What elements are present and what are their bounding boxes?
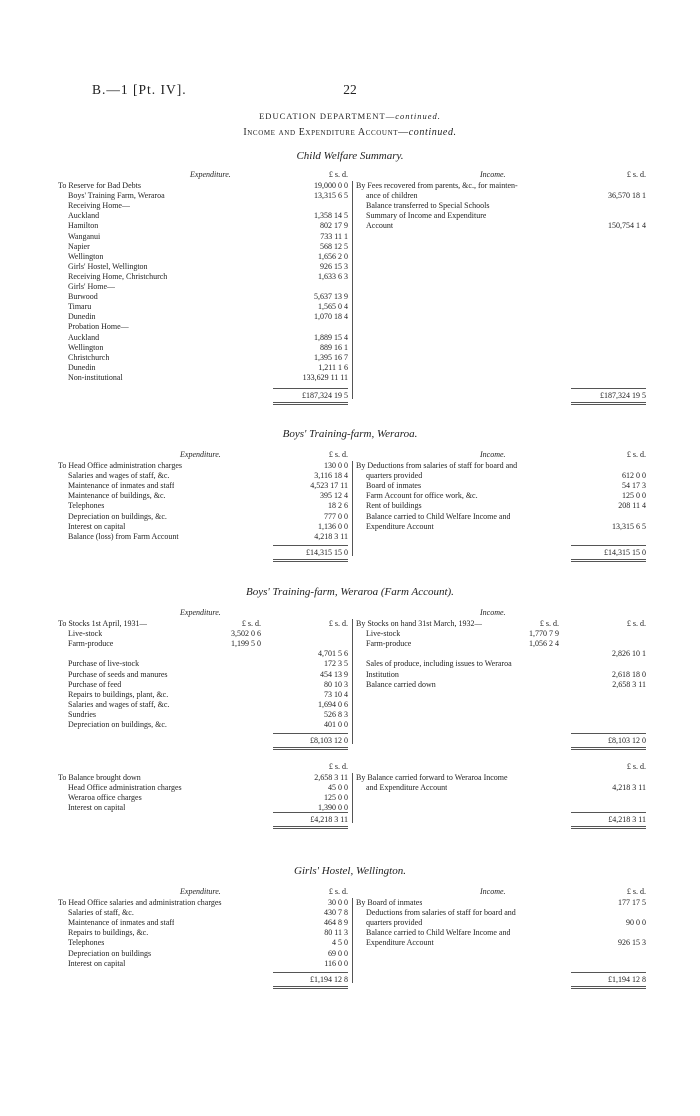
ledger-row (58, 252, 348, 262)
row-label: Christchurch (68, 352, 110, 362)
row-label: and Expenditure Account (366, 783, 448, 793)
row-label: Burwood (68, 292, 98, 302)
ledger-row (58, 272, 348, 282)
row-label: Salaries and wages of staff, &c. (68, 471, 170, 481)
ledger-row (58, 710, 348, 720)
ledger-row (58, 720, 348, 730)
ledger-row (356, 783, 646, 793)
sub-amount: 3,502 0 6 (231, 629, 261, 639)
expenditure-double-rule (273, 986, 348, 989)
row-label: Auckland (68, 211, 100, 221)
income-double-rule-2 (571, 826, 646, 829)
ledger-row (356, 512, 646, 522)
ledger-row (58, 221, 348, 231)
ledger-row (58, 532, 348, 542)
sub-amount: 1,199 5 0 (231, 639, 261, 649)
income-rule (571, 545, 646, 546)
income-double-rule (571, 986, 646, 989)
row-label: Balance (loss) from Farm Account (68, 531, 179, 541)
row-amount: 116 0 0 (324, 958, 348, 968)
income-total: £1,194 12 8 (608, 975, 646, 984)
row-label: ance of children (366, 191, 418, 201)
ledger-row (356, 898, 646, 908)
ledger-row (58, 680, 348, 690)
expenditure-double-rule-2 (273, 826, 348, 829)
ledger-row (58, 898, 348, 908)
expenditure-units: £ s. d. (328, 170, 348, 179)
row-label: Farm-produce (68, 639, 114, 649)
row-label: Boys' Training Farm, Weraroa (68, 191, 165, 201)
expenditure-units-2: £ s. d. (328, 762, 348, 771)
row-label: Balance carried to Child Welfare Income and (366, 511, 511, 521)
account-continued: continued. (408, 127, 457, 138)
row-amount: £ s. d. (328, 619, 348, 628)
expenditure-rule-2 (273, 812, 348, 813)
row-label: By Fees recovered from parents, &c., for mainten- (356, 181, 518, 190)
ledger-row (58, 949, 348, 959)
ledger-row (58, 322, 348, 332)
ledger-row (58, 211, 348, 221)
row-label: To Stocks 1st April, 1931— (58, 619, 148, 628)
row-amount: 13,315 6 5 (612, 521, 646, 531)
row-amount: 4,218 3 11 (314, 531, 348, 541)
department-name: EDUCATION DEPARTMENT— (259, 111, 396, 121)
expenditure-total: £14,315 15 0 (306, 548, 348, 557)
ledger-row (58, 512, 348, 522)
row-label: Institution (366, 669, 399, 679)
row-label: Rent of buildings (366, 501, 422, 511)
expenditure-units: £ s. d. (328, 887, 348, 896)
ledger-row (356, 918, 646, 928)
row-label: Purchase of live-stock (68, 659, 140, 669)
row-amount: 133,629 11 11 (302, 372, 348, 382)
ledger-row (356, 680, 646, 690)
ledger-row (356, 619, 646, 629)
section-title: Girls' Hostel, Wellington. (294, 865, 406, 877)
ledger-row (356, 491, 646, 501)
sub-amount: £ s. d. (241, 619, 261, 628)
row-amount: 54 17 3 (622, 481, 646, 491)
row-amount: 1,694 0 6 (318, 699, 348, 709)
row-amount: 1,889 15 4 (314, 332, 348, 342)
ledger-row (58, 783, 348, 793)
row-amount: 430 7 8 (324, 908, 348, 918)
ledger-row (356, 649, 646, 659)
ledger-row (58, 242, 348, 252)
ledger-row (58, 471, 348, 481)
ledger-row (58, 619, 348, 629)
expenditure-heading: Expenditure. (180, 887, 221, 896)
income-total-2: £4,218 3 11 (608, 815, 646, 824)
income-total: £8,103 12 0 (608, 736, 646, 745)
row-amount: 125 0 0 (324, 793, 348, 803)
row-label: Telephones (68, 501, 105, 511)
row-label: Balance transferred to Special Schools (366, 201, 490, 211)
expenditure-heading: Expenditure. (190, 170, 231, 179)
income-rule (571, 388, 646, 389)
row-label: Live-stock (366, 629, 401, 639)
section-title: Child Welfare Summary. (296, 150, 404, 162)
income-heading: Income. (480, 450, 506, 459)
row-label: By Stocks on hand 31st March, 1932— (356, 619, 483, 628)
row-amount: 1,390 0 0 (318, 803, 348, 813)
income-units: £ s. d. (626, 450, 646, 459)
row-amount: 2,658 3 11 (314, 773, 348, 782)
ledger-row (356, 201, 646, 211)
row-label: Hamilton (68, 221, 99, 231)
row-amount: 1,395 16 7 (314, 352, 348, 362)
row-label: Girls' Home— (68, 282, 115, 291)
row-label: Receiving Home, Christchurch (68, 271, 168, 281)
row-amount: 3,116 18 4 (314, 471, 348, 481)
row-label: Balance carried to Child Welfare Income and (366, 928, 511, 938)
income-double-rule (571, 747, 646, 750)
row-label: quarters provided (366, 471, 423, 481)
row-label: Purchase of feed (68, 679, 122, 689)
ledger-row (58, 201, 348, 211)
row-amount: 5,637 13 9 (314, 292, 348, 302)
row-label: Napier (68, 241, 90, 251)
column-divider (352, 181, 353, 399)
ledger-row (356, 211, 646, 221)
row-amount: 612 0 0 (622, 471, 646, 481)
row-label: Wanganui (68, 231, 101, 241)
expenditure-double-rule (273, 402, 348, 405)
income-units: £ s. d. (626, 887, 646, 896)
row-amount: 208 11 4 (618, 501, 646, 511)
row-amount: 19,000 0 0 (314, 181, 348, 190)
page-number: 22 (343, 82, 357, 97)
income-total: £187,324 19 5 (600, 391, 646, 400)
ledger-row (58, 659, 348, 669)
row-amount: 172 3 5 (324, 659, 348, 669)
row-label: To Head Office administration charges (58, 461, 182, 470)
ledger-row (58, 191, 348, 201)
ledger-row (58, 670, 348, 680)
ledger-row (58, 773, 348, 783)
department-continued: continued. (395, 111, 441, 121)
row-label: Dunedin (68, 362, 96, 372)
row-amount: 1,136 0 0 (318, 521, 348, 531)
row-label: By Board of inmates (356, 898, 423, 907)
row-amount: 36,570 18 1 (608, 191, 646, 201)
income-heading: Income. (480, 887, 506, 896)
row-label: Interest on capital (68, 958, 126, 968)
section-title: Boys' Training-farm, Weraroa. (282, 428, 418, 440)
ledger-row (58, 373, 348, 383)
income-total: £14,315 15 0 (604, 548, 646, 557)
row-amount: 464 8 9 (324, 918, 348, 928)
section-girls (0, 865, 700, 1065)
ledger-row (58, 639, 348, 649)
row-amount: 1,633 6 3 (318, 271, 348, 281)
ledger-row (58, 629, 348, 639)
income-units-2: £ s. d. (626, 762, 646, 771)
ledger-row (356, 471, 646, 481)
ledger-row (356, 481, 646, 491)
ledger-row (356, 938, 646, 948)
row-amount: 4,523 17 11 (310, 481, 348, 491)
row-label: Maintenance of buildings, &c. (68, 491, 166, 501)
ledger-row (356, 928, 646, 938)
row-amount: 2,826 10 1 (612, 649, 646, 659)
ledger-row (58, 292, 348, 302)
row-label: Receiving Home— (68, 201, 130, 211)
row-amount: 69 0 0 (328, 948, 348, 958)
row-amount: 30 0 0 (328, 898, 348, 907)
row-amount: 926 15 3 (320, 261, 348, 271)
row-label: Farm-produce (366, 639, 412, 649)
row-amount: 802 17 9 (320, 221, 348, 231)
row-label: To Reserve for Bad Debts (58, 181, 141, 190)
row-amount: 90 0 0 (626, 918, 646, 928)
ledger-row (356, 908, 646, 918)
row-amount: 80 11 3 (324, 928, 348, 938)
row-label: Timaru (68, 302, 92, 312)
account-title (0, 127, 700, 138)
row-amount: 4,218 3 11 (612, 783, 646, 793)
ledger-row (58, 343, 348, 353)
section-farm (0, 586, 700, 856)
department-title (0, 111, 700, 121)
row-amount: 395 12 4 (320, 491, 348, 501)
row-label: Account (366, 221, 394, 231)
row-label: Sundries (68, 709, 96, 719)
row-label: Maintenance of inmates and staff (68, 481, 175, 491)
ledger-row (356, 191, 646, 201)
expenditure-rule (273, 388, 348, 389)
income-double-rule (571, 559, 646, 562)
row-amount: 1,565 0 4 (318, 302, 348, 312)
ledger-row (356, 461, 646, 471)
expenditure-total: £187,324 19 5 (302, 391, 348, 400)
row-label: Live-stock (68, 629, 103, 639)
row-label: Board of inmates (366, 481, 422, 491)
row-amount: 454 13 9 (320, 669, 348, 679)
expenditure-heading: Expenditure. (180, 608, 221, 617)
ledger-row (58, 363, 348, 373)
expenditure-total: £1,194 12 8 (310, 975, 348, 984)
row-label: Summary of Income and Expenditure (366, 211, 487, 221)
row-amount: 568 12 5 (320, 241, 348, 251)
row-label: Deductions from salaries of staff for board and (366, 908, 516, 918)
expenditure-total: £8,103 12 0 (310, 736, 348, 745)
row-amount: 2,618 18 0 (612, 669, 646, 679)
row-amount: 1,358 14 5 (314, 211, 348, 221)
row-label: Repairs to buildings, plant, &c. (68, 689, 169, 699)
row-label: Sales of produce, including issues to Weraroa (366, 659, 512, 669)
row-label: By Balance carried forward to Weraroa Income (356, 773, 508, 782)
expenditure-double-rule (273, 559, 348, 562)
ledger-row (58, 793, 348, 803)
sub-amount: £ s. d. (539, 619, 559, 628)
row-amount: 4 5 0 (332, 938, 348, 948)
row-amount: 889 16 1 (320, 342, 348, 352)
row-label: Wellington (68, 251, 104, 261)
row-amount: 73 10 4 (324, 689, 348, 699)
row-amount: 18 2 6 (328, 501, 348, 511)
expenditure-heading: Expenditure. (180, 450, 221, 459)
row-amount: 1,070 18 4 (314, 312, 348, 322)
row-label: Expenditure Account (366, 521, 434, 531)
ledger-row (58, 353, 348, 363)
ledger-row (58, 700, 348, 710)
ledger-row (58, 312, 348, 322)
ledger-row (58, 481, 348, 491)
row-label: Depreciation on buildings (68, 948, 152, 958)
expenditure-rule (273, 972, 348, 973)
ledger-row (58, 262, 348, 272)
ledger-row (356, 501, 646, 511)
row-label: Interest on capital (68, 803, 126, 813)
column-divider (352, 898, 353, 983)
row-label: Farm Account for office work, &c. (366, 491, 478, 501)
ledger-row (356, 773, 646, 783)
income-units: £ s. d. (626, 170, 646, 179)
row-label: Head Office administration charges (68, 783, 182, 793)
ledger-row (58, 908, 348, 918)
ledger-row (356, 629, 646, 639)
row-label: Purchase of seeds and manures (68, 669, 168, 679)
income-heading: Income. (480, 608, 506, 617)
account-name: Income and Expenditure Account— (243, 127, 409, 138)
row-amount: 150,754 1 4 (608, 221, 646, 231)
expenditure-total-2: £4,218 3 11 (310, 815, 348, 824)
ledger-row (356, 221, 646, 231)
ledger-row (58, 501, 348, 511)
row-label: Dunedin (68, 312, 96, 322)
section-boys (0, 428, 700, 588)
income-heading: Income. (480, 170, 506, 179)
row-label: Repairs to buildings, &c. (68, 928, 149, 938)
ledger-row (58, 181, 348, 191)
section-title: Boys' Training-farm, Weraroa (Farm Account). (246, 586, 454, 598)
ledger-row (356, 639, 646, 649)
row-label: Depreciation on buildings, &c. (68, 720, 167, 729)
row-label: Weraroa office charges (68, 793, 142, 803)
row-amount: 45 0 0 (328, 783, 348, 793)
row-label: Wellington (68, 342, 104, 352)
row-label: To Balance brought down (58, 773, 141, 782)
ledger-row (58, 491, 348, 501)
row-label: Non-institutional (68, 372, 123, 382)
row-label: Interest on capital (68, 521, 126, 531)
income-rule (571, 972, 646, 973)
section-child (0, 150, 700, 410)
row-label: Telephones (68, 938, 105, 948)
ledger-row (356, 181, 646, 191)
ledger-row (58, 522, 348, 532)
row-amount: 4,701 5 6 (318, 649, 348, 659)
row-amount: 13,315 6 5 (314, 191, 348, 201)
row-amount: 177 17 5 (618, 898, 646, 907)
ledger-row (58, 928, 348, 938)
ledger-row (58, 461, 348, 471)
expenditure-rule (273, 733, 348, 734)
income-rule-2 (571, 812, 646, 813)
sub-amount: 1,056 2 4 (529, 639, 559, 649)
row-amount: 926 15 3 (618, 938, 646, 948)
row-amount: 130 0 0 (324, 461, 348, 470)
row-label: Balance carried down (366, 679, 436, 689)
ledger-row (356, 522, 646, 532)
ledger-row (356, 659, 646, 669)
ledger-row (58, 333, 348, 343)
income-double-rule (571, 402, 646, 405)
doc-reference: B.—1 [Pt. IV]. (92, 82, 187, 97)
column-divider (352, 461, 353, 556)
expenditure-units: £ s. d. (328, 450, 348, 459)
row-label: Expenditure Account (366, 938, 434, 948)
row-label: Salaries of staff, &c. (68, 908, 134, 918)
row-amount: 733 11 1 (320, 231, 348, 241)
column-divider-2 (352, 773, 353, 823)
ledger-row (58, 232, 348, 242)
ledger-row (356, 670, 646, 680)
ledger-row (58, 690, 348, 700)
income-rule (571, 733, 646, 734)
row-amount: 526 8 3 (324, 709, 348, 719)
ledger-row (58, 959, 348, 969)
ledger-row (58, 649, 348, 659)
expenditure-double-rule (273, 747, 348, 750)
row-label: Maintenance of inmates and staff (68, 918, 175, 928)
ledger-row (58, 282, 348, 292)
sub-amount: 1,770 7 9 (529, 629, 559, 639)
row-label: Girls' Hostel, Wellington (68, 261, 148, 271)
row-label: Salaries and wages of staff, &c. (68, 699, 170, 709)
row-label: quarters provided (366, 918, 423, 928)
row-amount: 2,658 3 11 (612, 679, 646, 689)
row-amount: 1,211 1 6 (318, 362, 348, 372)
row-amount: 1,656 2 0 (318, 251, 348, 261)
row-amount: 401 0 0 (324, 720, 348, 729)
ledger-row (58, 302, 348, 312)
row-amount: £ s. d. (626, 619, 646, 628)
row-label: Probation Home— (68, 322, 129, 332)
column-divider (352, 619, 353, 744)
row-amount: 80 10 3 (324, 679, 348, 689)
row-amount: 777 0 0 (324, 511, 348, 521)
ledger-row (58, 918, 348, 928)
row-label: By Deductions from salaries of staff for board and (356, 461, 518, 470)
expenditure-rule (273, 545, 348, 546)
row-label: Depreciation on buildings, &c. (68, 511, 167, 521)
row-amount: 125 0 0 (622, 491, 646, 501)
row-label: To Head Office salaries and administration charges (58, 898, 222, 907)
row-label: Auckland (68, 332, 100, 342)
ledger-row (58, 938, 348, 948)
